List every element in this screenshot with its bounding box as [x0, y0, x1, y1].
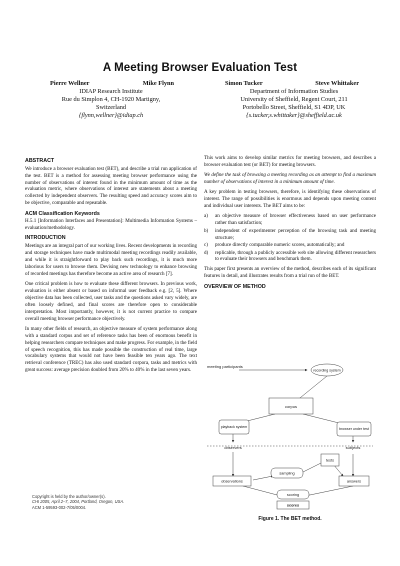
left-column: [25, 155, 197, 378]
bet-method-diagram: [203, 362, 377, 510]
author-email: {s.tucker,s.whittaker}@sheffield.ac.uk: [246, 112, 342, 120]
node-label: scoring: [286, 493, 300, 497]
recording-system-node: [311, 364, 343, 376]
list-item: [204, 228, 376, 242]
list-item: [204, 213, 376, 227]
subjects-node: [346, 445, 361, 450]
node-label: sampling: [279, 471, 295, 476]
author-name: Pierre Wellner: [50, 80, 90, 87]
intro-paragraph: In many other fields of research, an objective measure of system performance along with a standard corpus and set of reference tasks has been of enormous benefit in helping researchers compare techniques and make progress. For example, in the field of speech recognition, this has made possible the construction of real time, large vocabulary systems that would not have been feasible ten years ago. The text retrieval conference (TREC) has also used standard corpora, tasks and metrics with great success: average precision doubled from 20% to 40% in the last seven years.: [25, 325, 197, 374]
author-email: {flynn,wellner}@idiap.ch: [78, 112, 144, 120]
author-block-left: [22, 80, 200, 120]
list-item: [204, 242, 376, 249]
paper-title: A Meeting Browser Evaluation Test: [102, 62, 298, 74]
list-item: [204, 250, 376, 264]
list-item-label: a): [204, 213, 208, 220]
copyright-notice: [32, 494, 192, 510]
intro-paragraph: One critical problem is how to evaluate these different browsers. In previous work, evaluation is either absent or based on informal user feedback e.g. [2, 5]. Where objective data has been collected, user tasks and the questions asked vary widely, are often loosely defined, and final scores are therefore open to considerable interpretation. Most importantly, however, it is not current practice to compare overall meeting browser performance objectively.: [25, 280, 197, 322]
list-item-label: d): [204, 249, 209, 256]
node-label: meeting participants: [207, 364, 243, 369]
affiliation-line: Portobello Street, Sheffield, S1 4DP, UK: [242, 104, 346, 112]
node-label: observations: [221, 479, 243, 484]
goals-list: [204, 213, 376, 263]
playback-system-node: [219, 420, 249, 434]
list-item-label: c): [204, 242, 208, 249]
author-name: Mike Flynn: [142, 80, 174, 87]
author-name: Simon Tucker: [225, 80, 263, 87]
node-label: subjects: [345, 445, 361, 450]
abstract-text: We introduce a browser evaluation test (BET), and describe a trial run application of the test. BET is a method for assessing meeting browser performance using the number of observations of interest found in the minimum amount of time as the evaluation metric, where observations of interest are statements about a meeting collected by independent observers. The resulting speed and accuracy scores aim to be objective, comparable and repeatable.: [25, 165, 197, 207]
intro-heading: INTRODUCTION: [25, 235, 66, 242]
answers-node: [339, 476, 369, 486]
node-label: tests: [325, 458, 335, 463]
list-item-text: produce directly comparable numeric scores, automatically; and: [215, 242, 345, 249]
browser-under-test-node: [337, 422, 371, 436]
list-item-text: an objective measure of browser effectiveness based on user performance rather than satisfaction;: [215, 213, 376, 227]
list-item-text: independent of experimenter perception of the browsing task and meeting structure;: [215, 227, 376, 241]
figure-caption: Figure 1. The BET method.: [258, 516, 322, 522]
node-label: playback system: [220, 425, 248, 429]
node-label: scores: [286, 503, 300, 508]
keywords-heading: ACM Classification Keywords: [25, 210, 100, 217]
node-label: recording system: [313, 368, 341, 373]
keywords-text: H.5.1 [Information Interfaces and Presentation]: Multimedia Information Systems – evaluation/methodology.: [25, 218, 197, 232]
copyright-line: Copyright is held by the author/owner(s).: [32, 494, 106, 499]
right-column: [204, 155, 376, 291]
node-label: browser under test: [339, 427, 369, 431]
overview-heading: OVERVIEW OF METHOD: [204, 283, 266, 290]
node-label: observers: [224, 445, 242, 450]
affiliation-line: University of Sheffield, Regent Court, 211: [240, 96, 348, 104]
affiliation-line: IDIAP Research Institute: [79, 88, 143, 96]
affiliation-line: Switzerland: [95, 104, 127, 112]
affiliation-line: Rue du Simplon 4, CH-1920 Martigny,: [61, 96, 161, 104]
copyright-line: CHI 2005, April 2–7, 2004, Portland, Oregon, USA.: [32, 499, 125, 505]
tests-node: [321, 454, 339, 466]
copyright-line: ACM 1-59593-002-7/05/0004.: [32, 504, 87, 510]
observations-node: [213, 476, 251, 486]
affiliation-line: Department of Information Studies: [249, 88, 339, 96]
sampling-node: [271, 468, 303, 478]
node-label: corpus: [284, 404, 298, 409]
scoring-node: [277, 490, 309, 499]
body-paragraph: This work aims to develop similar metrics for meeting browsers, and describes a browser evaluation test (or BET) for meeting browsers.: [204, 155, 376, 168]
scores-node: [277, 501, 309, 509]
body-paragraph: This paper first presents an overview of the method, describes each of its significant features in detail, and illustrates results from a trial run of the BET.: [204, 266, 376, 280]
corpus-node: [269, 398, 313, 414]
body-paragraph: A key problem in testing browsers, therefore, is identifying these observations of interest. The range of possibilities is enormous and depends upon meeting content and individual user interests. The BET aims to be:: [204, 189, 376, 210]
abstract-heading: ABSTRACT: [25, 158, 55, 164]
observers-node: [224, 445, 242, 450]
author-name: Steve Whittaker: [315, 80, 359, 87]
meeting-participants-node: [207, 364, 243, 369]
list-item-text: replicable, through a publicly accessible web site allowing different researchers to evaluate their browsers and benchmark them.: [215, 249, 376, 263]
intro-paragraph: Meetings are an integral part of our working lives. Recent developments in recording and storage techniques have made multimodal meeting recordings readily available, and while it is straightforward to play back such recordings, it is much more laborious for users to browse them. Devising new technology to enhance browsing of recorded meetings has therefore become an active area of research [7].: [25, 242, 197, 277]
node-label: answers: [346, 479, 362, 484]
definition-quote: We define the task of browsing a meeting recording as an attempt to find a maximum number of observations of interest in a minimum amount of time.: [204, 172, 376, 186]
list-item-label: b): [204, 227, 209, 234]
author-block-right: [205, 80, 383, 120]
